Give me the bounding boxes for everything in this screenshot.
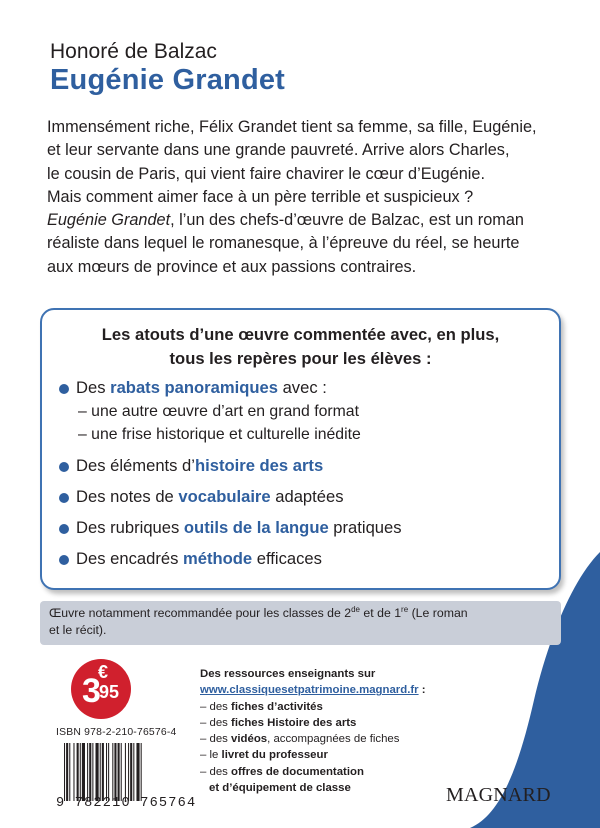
resource-keyword: fiches Histoire des arts [231, 716, 357, 729]
resources-url-suffix: : [418, 684, 426, 697]
feature-subitem: – une autre œuvre d’art en grand format [78, 403, 359, 420]
author-name: Honoré de Balzac [50, 40, 217, 63]
summary-line: Immensément riche, Félix Grandet tient sa femme, sa fille, Eugénie, [47, 118, 537, 136]
feature-text: Des encadrés [76, 549, 183, 568]
teacher-resources [200, 666, 460, 796]
barcode-digits: 9 782210 765764 [56, 796, 197, 811]
summary-line: le cousin de Paris, qui vient faire chavirer le cœur d’Eugénie. [47, 164, 485, 183]
summary-line: réaliste dans lequel le romanesque, à l’épreuve du réel, se heurte [47, 234, 520, 253]
resources-url-line [200, 682, 460, 698]
resource-item [200, 699, 460, 715]
resource-item [200, 747, 460, 763]
recommendation-text: et de 1 [360, 606, 402, 620]
resource-text: – des [200, 765, 232, 778]
resource-text: – des [200, 733, 232, 746]
price-integer: 3 [82, 672, 100, 710]
book-title: Eugénie Grandet [50, 64, 286, 96]
resource-keyword: offres de documentation [231, 765, 364, 778]
price-decimals: 95 [99, 682, 120, 702]
recommendation-banner [40, 601, 561, 645]
summary-title-italic: Eugénie Grandet [47, 211, 171, 230]
feature-text: adaptées [270, 487, 344, 506]
resource-text: – des [200, 700, 232, 713]
summary-line-rest: , l’un des chefs-d’œuvre de Balzac, est un roman [170, 211, 524, 230]
isbn-label: ISBN 978-2-210-76576-4 [56, 727, 177, 738]
resource-keyword: et d’équipement de classe [209, 782, 351, 795]
recommendation-line: et le récit). [49, 623, 107, 637]
feature-keyword: outils de la langue [183, 518, 329, 537]
feature-subitem: – une frise historique et culturelle inédite [78, 426, 361, 443]
resource-keyword: vidéos [231, 733, 268, 746]
superscript: de [351, 604, 361, 614]
resources-heading: Des ressources enseignants sur [200, 668, 376, 680]
resource-item-continuation [200, 780, 460, 796]
resource-text: , accompagnées de fiches [267, 733, 400, 746]
feature-text: Des éléments d’ [76, 456, 195, 475]
feature-item [58, 547, 553, 571]
resource-item [200, 715, 460, 731]
superscript: re [401, 604, 409, 614]
resource-item [200, 764, 460, 780]
features-heading-line: tous les repères pour les élèves : [169, 349, 432, 368]
feature-text: efficaces [252, 549, 322, 568]
summary-line: Mais comment aimer face à un père terrible et suspicieux ? [47, 187, 474, 206]
feature-item [58, 454, 553, 478]
feature-keyword: méthode [183, 549, 253, 568]
resource-keyword: fiches d’activités [231, 700, 323, 713]
bullet-icon [59, 555, 69, 565]
summary-line: et leur servante dans une grande pauvreté. Arrive alors Charles, [47, 141, 510, 160]
summary-line [47, 209, 567, 232]
feature-text: Des rubriques [76, 518, 184, 537]
barcode [64, 743, 168, 801]
feature-text: Des notes de [76, 487, 179, 506]
feature-text: Des [76, 378, 111, 397]
recommendation-text: (Le roman [408, 606, 468, 620]
feature-item [58, 516, 553, 540]
summary-line: aux mœurs de province et aux passions contraires. [47, 257, 417, 276]
features-heading [42, 323, 559, 371]
bullet-icon [59, 493, 69, 503]
feature-keyword: histoire des arts [194, 456, 324, 475]
bullet-icon [59, 384, 69, 394]
feature-text: pratiques [328, 518, 402, 537]
feature-item [58, 485, 553, 509]
features-list [58, 376, 553, 571]
recommendation-text: Œuvre notamment recommandée pour les classes de 2 [49, 606, 352, 620]
bullet-icon [59, 462, 69, 472]
resource-text: – des [200, 716, 232, 729]
resources-link[interactable]: www.classiquesetpatrimoine.magnard.fr [200, 684, 419, 697]
features-heading-line: Les atouts d’une œuvre commentée avec, en plus, [101, 325, 500, 344]
resource-keyword: livret du professeur [221, 749, 328, 762]
currency-symbol: € [98, 662, 109, 682]
resource-text: – le [200, 749, 222, 762]
features-box [40, 308, 561, 590]
feature-text: avec : [277, 378, 327, 397]
feature-item [58, 376, 553, 400]
recommendation-line [49, 605, 552, 622]
resource-item [200, 731, 460, 747]
feature-keyword: vocabulaire [178, 487, 271, 506]
publisher-logo: MAGNARD [446, 784, 551, 806]
feature-keyword: rabats panoramiques [110, 378, 278, 397]
price-badge [71, 659, 131, 719]
summary-text [47, 116, 567, 279]
bullet-icon [59, 524, 69, 534]
